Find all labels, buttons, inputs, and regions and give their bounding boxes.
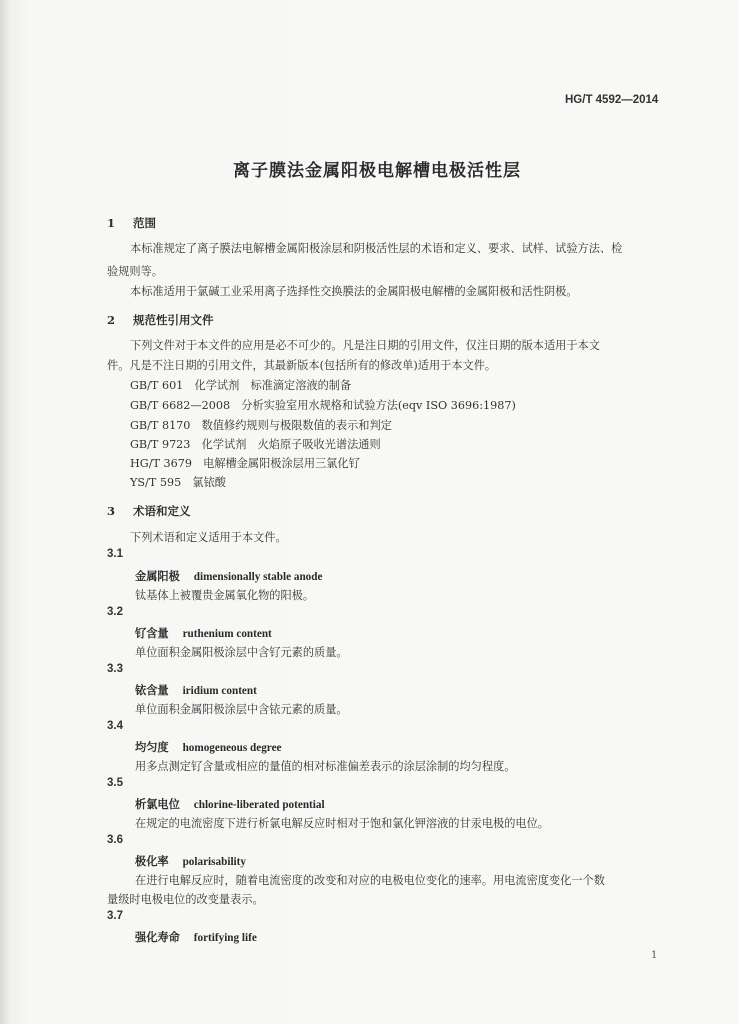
reference-code: GB/T 601 xyxy=(130,379,184,392)
term-en: dimensionally stable anode xyxy=(193,571,323,583)
reference-title: 电解槽金属阳极涂层用三氯化钌 xyxy=(203,457,360,470)
term-entry xyxy=(135,739,282,755)
paragraph-line: 本标准适用于氯碱工业采用离子选择性交换膜法的金属阳极电解槽的金属阳极和活性阴极。 xyxy=(130,285,578,298)
reference-item xyxy=(130,417,392,433)
term-entry xyxy=(135,568,322,584)
term-entry xyxy=(135,796,325,812)
term-zh: 极化率 xyxy=(135,854,169,868)
term-definition: 量级时电极电位的改变量表示。 xyxy=(107,893,264,906)
term-zh: 强化寿命 xyxy=(135,930,180,944)
clause-number: 3.7 xyxy=(107,910,123,922)
reference-title: 数值修约规则与极限数值的表示和判定 xyxy=(201,419,392,432)
document-title: 离子膜法金属阳极电解槽电极活性层 xyxy=(233,161,521,181)
section-heading-normative-references xyxy=(107,312,214,328)
term-entry xyxy=(135,929,257,945)
reference-title: 氯铱酸 xyxy=(192,476,226,489)
clause-number: 3.2 xyxy=(107,606,123,618)
section-number: 2 xyxy=(107,313,116,327)
paragraph-line: 本标准规定了离子膜法电解槽金属阳极涂层和阴极活性层的术语和定义、要求、试样、试验方法、检 xyxy=(130,242,623,255)
term-zh: 铱含量 xyxy=(135,683,169,697)
term-zh: 金属阳极 xyxy=(135,569,180,583)
term-en: polarisability xyxy=(182,856,246,868)
reference-code: HG/T 3679 xyxy=(130,457,192,470)
section-number: 3 xyxy=(107,504,116,518)
clause-number: 3.1 xyxy=(107,548,123,560)
term-zh: 均匀度 xyxy=(135,740,169,754)
clause-number: 3.3 xyxy=(107,663,123,675)
reference-code: YS/T 595 xyxy=(130,476,182,489)
term-zh: 钌含量 xyxy=(135,626,169,640)
clause-number: 3.5 xyxy=(107,777,123,789)
term-entry xyxy=(135,682,257,698)
paragraph-line: 件。凡是不注日期的引用文件，其最新版本(包括所有的修改单)适用于本文件。 xyxy=(107,359,497,372)
section-title: 术语和定义 xyxy=(133,504,191,518)
reference-code: GB/T 9723 xyxy=(130,438,191,451)
term-definition: 用多点测定钌含量或相应的量值的相对标准偏差表示的涂层涂制的均匀程度。 xyxy=(135,760,516,773)
reference-item xyxy=(130,455,360,471)
reference-code: GB/T 8170 xyxy=(130,419,191,432)
section-title: 规范性引用文件 xyxy=(133,313,214,327)
term-definition: 单位面积金属阳极涂层中含钌元素的质量。 xyxy=(135,646,348,659)
term-zh: 析氯电位 xyxy=(135,797,180,811)
term-entry xyxy=(135,853,246,869)
page-number: 1 xyxy=(651,950,658,961)
section-heading-terms-and-definitions xyxy=(107,503,191,519)
reference-item xyxy=(130,474,226,490)
term-definition: 单位面积金属阳极涂层中含铱元素的质量。 xyxy=(135,703,348,716)
reference-title: 化学试剂 标准滴定溶液的制备 xyxy=(194,379,352,392)
reference-code: GB/T 6682—2008 xyxy=(130,399,231,412)
term-definition: 在进行电解反应时，随着电流密度的改变和对应的电极电位变化的速率。用电流密度变化一个数 xyxy=(135,874,605,887)
paragraph-line: 下列文件对于本文件的应用是必不可少的。凡是注日期的引用文件，仅注日期的版本适用于本文 xyxy=(130,339,600,352)
term-entry xyxy=(135,625,272,641)
reference-title: 化学试剂 火焰原子吸收光谱法通则 xyxy=(201,438,381,451)
reference-item xyxy=(130,436,381,452)
section-number: 1 xyxy=(107,216,116,230)
paragraph-line: 下列术语和定义适用于本文件。 xyxy=(130,531,287,544)
section-heading-scope xyxy=(107,215,156,231)
section-title: 范围 xyxy=(133,216,156,230)
term-en: chlorine-liberated potential xyxy=(193,799,325,811)
term-en: ruthenium content xyxy=(182,628,272,640)
clause-number: 3.6 xyxy=(107,834,123,846)
term-en: iridium content xyxy=(182,685,257,697)
term-en: homogeneous degree xyxy=(182,742,282,754)
clause-number: 3.4 xyxy=(107,720,123,732)
term-en: fortifying life xyxy=(193,932,257,944)
term-definition: 钛基体上被覆贵金属氧化物的阳极。 xyxy=(135,589,315,602)
reference-item xyxy=(130,397,516,413)
paragraph-line: 验规则等。 xyxy=(107,265,163,278)
term-definition: 在规定的电流密度下进行析氯电解反应时相对于饱和氯化钾溶液的甘汞电极的电位。 xyxy=(135,817,549,830)
reference-item xyxy=(130,377,351,393)
standard-code: HG/T 4592—2014 xyxy=(565,94,659,106)
reference-title: 分析实验室用水规格和试验方法(eqv ISO 3696:1987) xyxy=(241,399,516,412)
